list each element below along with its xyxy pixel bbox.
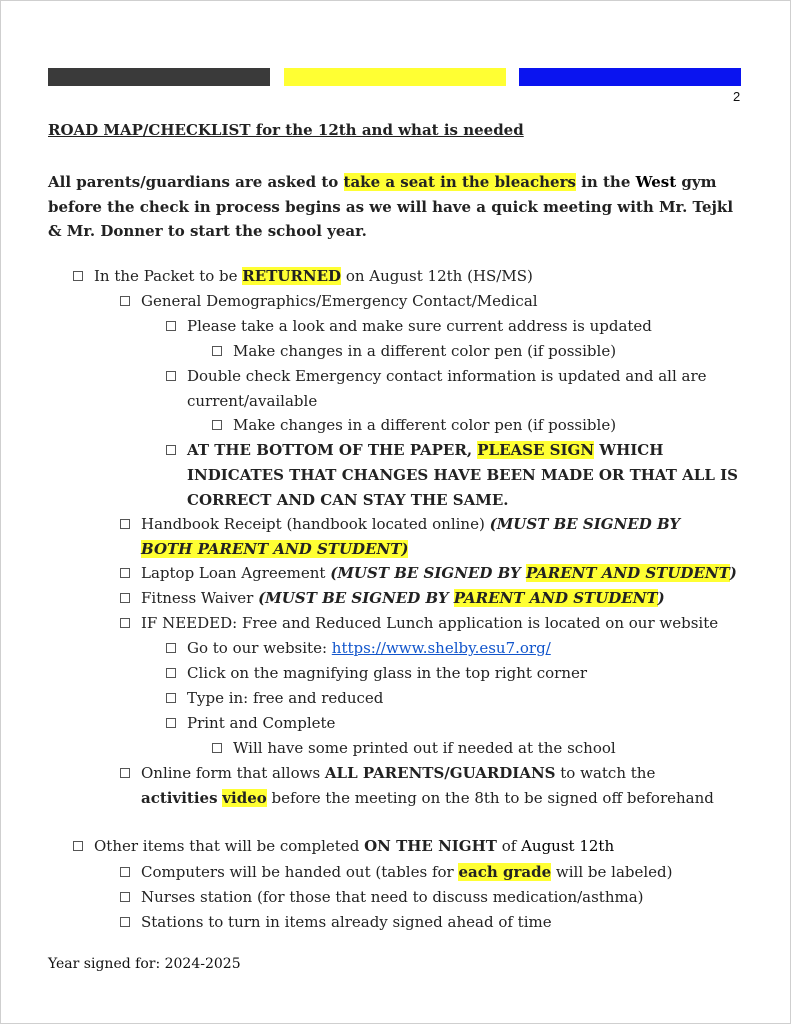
checklist-item-stations: Stations to turn in items already signed ahead of time <box>141 910 552 935</box>
checklist-item-nurses: Nurses station (for those that need to discuss medication/asthma) <box>141 885 644 910</box>
header-bar-dark <box>48 68 270 86</box>
header-bar-blue <box>519 68 741 86</box>
checklist-item-printed: Will have some printed out if needed at the school <box>233 736 616 761</box>
checklist-item-night: Other items that will be completed ON THE NIGHT of August 12th <box>94 834 614 859</box>
checkbox[interactable] <box>166 668 176 678</box>
checkbox[interactable] <box>120 618 130 628</box>
checklist-item-website: Go to our website: https://www.shelby.esu7.org/ <box>187 636 551 661</box>
website-link[interactable]: https://www.shelby.esu7.org/ <box>331 639 551 657</box>
header-bar-yellow <box>284 68 506 86</box>
checkbox[interactable] <box>166 371 176 381</box>
checkbox[interactable] <box>212 743 222 753</box>
checkbox[interactable] <box>212 420 222 430</box>
checklist-item-laptop: Laptop Loan Agreement (MUST BE SIGNED BY PARENT AND STUDENT) <box>141 561 737 586</box>
checkbox[interactable] <box>120 593 130 603</box>
checkbox[interactable] <box>166 693 176 703</box>
checklist-item-pen-2: Make changes in a different color pen (if possible) <box>233 413 616 438</box>
checkbox[interactable] <box>120 892 130 902</box>
checkbox[interactable] <box>166 718 176 728</box>
page-number: 2 <box>733 89 741 104</box>
checklist-item-address: Please take a look and make sure current address is updated <box>187 314 652 339</box>
checkbox[interactable] <box>120 519 130 529</box>
checklist-item-emergency: Double check Emergency contact information is updated and all are current/available <box>187 364 747 414</box>
checkbox[interactable] <box>120 768 130 778</box>
checklist-item-packet: In the Packet to be RETURNED on August 12th (HS/MS) <box>94 264 533 289</box>
checkbox[interactable] <box>120 568 130 578</box>
checkbox[interactable] <box>120 867 130 877</box>
checkbox[interactable] <box>166 445 176 455</box>
checkbox[interactable] <box>120 296 130 306</box>
checkbox[interactable] <box>73 841 83 851</box>
checkbox[interactable] <box>212 346 222 356</box>
checklist-item-magnify: Click on the magnifying glass in the top right corner <box>187 661 587 686</box>
checklist-item-sign: AT THE BOTTOM OF THE PAPER, PLEASE SIGN WHICH INDICATES THAT CHANGES HAVE BEEN MADE OR THAT ALL IS CORRECT AND CAN STAY THE SAME. <box>187 438 752 513</box>
checklist-item-print: Print and Complete <box>187 711 335 736</box>
checklist-item-demographics: General Demographics/Emergency Contact/Medical <box>141 289 538 314</box>
checkbox[interactable] <box>166 643 176 653</box>
checkbox[interactable] <box>120 917 130 927</box>
checkbox[interactable] <box>73 271 83 281</box>
checklist-item-computers: Computers will be handed out (tables for each grade will be labeled) <box>141 860 673 885</box>
footer-year: Year signed for: 2024-2025 <box>48 956 241 972</box>
checklist-item-lunch: IF NEEDED: Free and Reduced Lunch application is located on our website <box>141 611 718 636</box>
checklist-item-pen-1: Make changes in a different color pen (if possible) <box>233 339 616 364</box>
page-title: ROAD MAP/CHECKLIST for the 12th and what is needed <box>48 121 524 139</box>
checklist-item-online-form: Online form that allows ALL PARENTS/GUARDIANS to watch the activities video before the meeting on the 8th to be signed off beforehand <box>141 761 714 811</box>
checklist-item-fitness: Fitness Waiver (MUST BE SIGNED BY PARENT AND STUDENT) <box>141 586 665 611</box>
intro-paragraph: All parents/guardians are asked to take a seat in the bleachers in the West gym before the check in process begins as we will have a quick meeting with Mr. Tejkl & Mr. Donner to start the school year. <box>48 173 734 240</box>
checkbox[interactable] <box>166 321 176 331</box>
checklist-item-typein: Type in: free and reduced <box>187 686 383 711</box>
checklist-item-handbook: Handbook Receipt (handbook located online) (MUST BE SIGNED BY BOTH PARENT AND STUDENT) <box>141 512 706 562</box>
